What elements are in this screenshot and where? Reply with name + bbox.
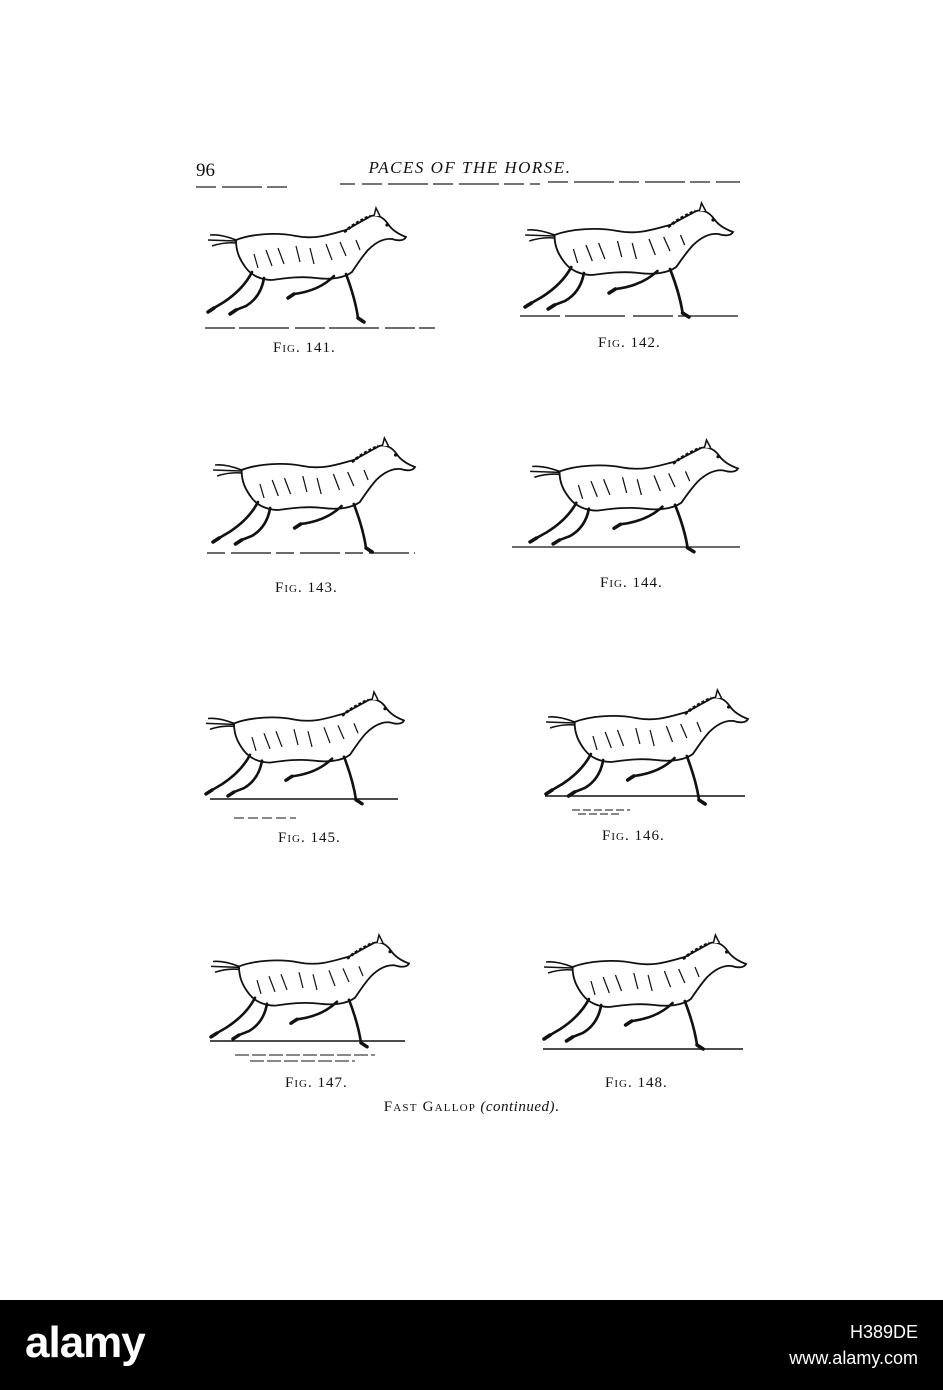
horse-illustration-148 [538, 925, 748, 1065]
site-url: www.alamy.com [789, 1348, 918, 1368]
plate-caption-end: . [555, 1099, 560, 1115]
figure-caption-142: Fig. 142. [598, 335, 661, 351]
figure-caption-146: Fig. 146. [602, 828, 665, 844]
plate-caption-main: Fast Gallop [383, 1099, 477, 1115]
page-number: 96 [196, 160, 215, 181]
figure-caption-148: Fig. 148. [605, 1075, 668, 1091]
running-title: PACES OF THE HORSE. [368, 158, 572, 177]
horse-illustration-146 [540, 682, 750, 832]
horse-illustration-143 [205, 430, 420, 565]
horse-illustration-141 [200, 198, 440, 338]
figure-caption-147: Fig. 147. [285, 1075, 348, 1091]
figure-caption-144: Fig. 144. [600, 575, 663, 591]
figure-caption-145: Fig. 145. [278, 830, 341, 846]
figure-caption-143: Fig. 143. [275, 580, 338, 596]
horse-illustration-144 [510, 430, 745, 555]
image-id: H389DE [849, 1322, 918, 1342]
horse-illustration-147 [205, 925, 410, 1080]
stock-footer-bar [0, 1300, 943, 1390]
horse-illustration-145 [200, 682, 405, 832]
figure-caption-141: Fig. 141. [273, 340, 336, 356]
plate-caption-note: (continued) [480, 1099, 555, 1115]
horse-illustration-142 [515, 195, 745, 335]
plate-caption [0, 1099, 943, 1116]
brand-logo: alamy [25, 1318, 145, 1367]
header-rule [0, 0, 943, 200]
